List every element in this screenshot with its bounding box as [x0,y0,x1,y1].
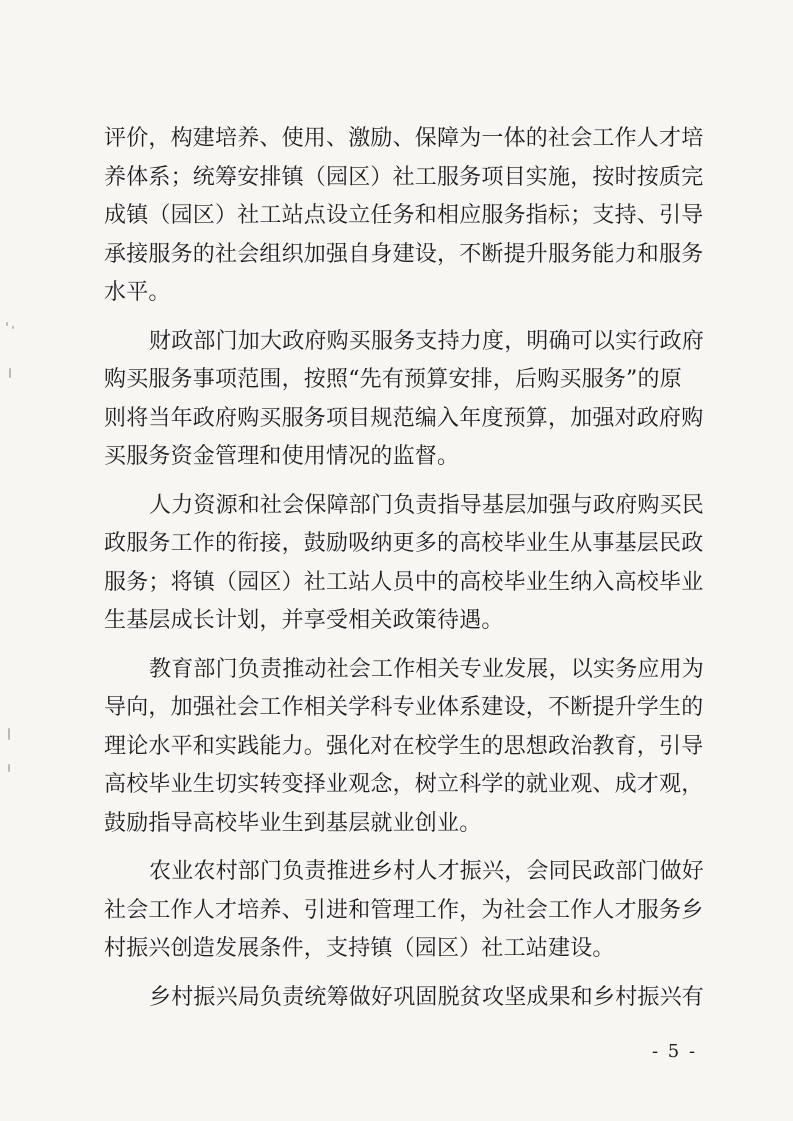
text-line: 乡村振兴局负责统筹做好巩固脱贫攻坚成果和乡村振兴有 [149,984,705,1010]
scan-speck [9,368,11,378]
paragraph [104,323,705,477]
paragraph [104,651,705,844]
text-line: 政服务工作的衔接，鼓励吸纳更多的高校毕业生从事基层民政 [104,531,704,556]
text-line: 评价，构建培养、使用、激励、保障为一体的社会工作人才培 [104,126,704,151]
text-line: 养体系；统筹安排镇（园区）社工服务项目实施，按时按质完 [104,164,704,190]
scan-speck [8,728,10,740]
text-line: 高校毕业生切实转变择业观念，树立科学的就业观、成才观， [104,772,704,797]
scan-speck [12,326,14,329]
text-line: 教育部门负责推动社会工作相关专业发展，以实务应用为 [149,656,705,682]
text-line: 购买服务事项范围，按照“先有预算安排，后购买服务”的原 [104,367,682,392]
text-line: 买服务资金管理和使用情况的监督。 [104,444,460,469]
paragraph [104,979,705,1018]
text-line: 水平。 [104,280,171,305]
text-line: 生基层成长计划，并享受相关政策待遇。 [104,608,504,633]
page-number: - 5 - [652,1041,698,1062]
text-line: 服务；将镇（园区）社工站人员中的高校毕业生纳入高校毕业 [104,569,704,595]
text-line: 农业农村部门负责推进乡村人才振兴，会同民政部门做好 [149,859,705,884]
scan-speck [8,764,10,772]
text-line: 承接服务的社会组织加强自身建设，不断提升服务能力和服务 [104,241,704,267]
text-line: 人力资源和社会保障部门负责指导基层加强与政府购买民 [149,492,705,518]
scan-speck [6,322,8,326]
text-line: 成镇（园区）社工站点设立任务和相应服务指标；支持、引导 [104,203,704,228]
text-line: 财政部门加大政府购买服务支持力度，明确可以实行政府 [149,328,705,354]
text-line: 村振兴创造发展条件，支持镇（园区）社工站建设。 [104,936,615,961]
text-line: 理论水平和实践能力。强化对在校学生的思想政治教育，引导 [104,733,704,759]
text-line: 鼓励指导高校毕业生到基层就业创业。 [104,810,482,836]
paragraph [104,487,705,641]
paragraph [104,853,705,969]
body-text [104,120,705,1017]
paragraph [104,120,704,313]
text-line: 社会工作人才培养、引进和管理工作，为社会工作人才服务乡 [104,897,704,923]
text-line: 导向，加强社会工作相关学科专业体系建设，不断提升学生的 [104,695,704,720]
text-line: 则将当年政府购买服务项目规范编入年度预算，加强对政府购 [104,405,704,431]
